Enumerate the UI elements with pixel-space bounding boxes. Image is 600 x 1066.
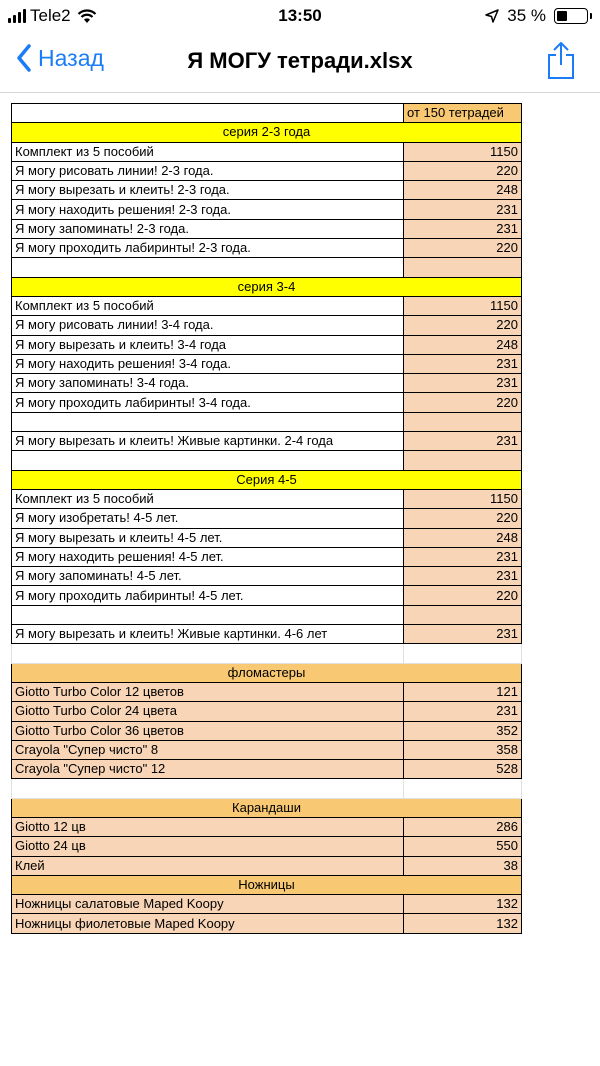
product-name-cell[interactable]: Giotto Turbo Color 24 цвета	[12, 702, 404, 721]
product-name-cell[interactable]: Я могу вырезать и клеить! Живые картинки. 4-6 лет	[12, 625, 404, 644]
table-row	[12, 181, 522, 200]
nav-bar	[0, 32, 600, 93]
price-cell[interactable]	[404, 779, 522, 798]
product-name-cell[interactable]: Crayola "Супер чисто" 12	[12, 760, 404, 779]
table-row	[12, 817, 522, 836]
table-row	[12, 354, 522, 373]
price-cell[interactable]	[404, 258, 522, 277]
product-name-cell[interactable]: Giotto Turbo Color 12 цветов	[12, 682, 404, 701]
product-name-cell[interactable]: Клей	[12, 856, 404, 875]
section-header-cell[interactable]: Карандаши	[12, 798, 522, 817]
table-row	[12, 586, 522, 605]
table-row	[12, 760, 522, 779]
spacer-row	[12, 779, 522, 798]
battery-level	[557, 11, 567, 21]
table-row	[12, 721, 522, 740]
price-cell[interactable]: 1150	[404, 142, 522, 161]
table-row	[12, 161, 522, 180]
price-cell[interactable]: 121	[404, 682, 522, 701]
product-name-cell[interactable]	[12, 451, 404, 470]
table-row	[12, 625, 522, 644]
table-row	[12, 296, 522, 315]
product-name-cell[interactable]: Я могу изобретать! 4-5 лет.	[12, 509, 404, 528]
status-right	[485, 6, 588, 26]
share-icon	[546, 40, 576, 80]
table-row	[12, 335, 522, 354]
price-cell[interactable]: 231	[404, 432, 522, 451]
product-name-cell[interactable]: Я могу запоминать! 2-3 года.	[12, 219, 404, 238]
price-cell[interactable]: 220	[404, 586, 522, 605]
product-name-cell[interactable]: Я могу рисовать линии! 2-3 года.	[12, 161, 404, 180]
share-button[interactable]	[546, 40, 576, 85]
price-cell[interactable]: 248	[404, 528, 522, 547]
table-row	[12, 374, 522, 393]
price-cell[interactable]: 220	[404, 509, 522, 528]
product-name-cell[interactable]: Комплект из 5 пособий	[12, 296, 404, 315]
table-row	[12, 432, 522, 451]
table-row	[12, 837, 522, 856]
price-cell[interactable]: 132	[404, 895, 522, 914]
product-name-cell[interactable]: Я могу запоминать! 3-4 года.	[12, 374, 404, 393]
price-cell[interactable]: 220	[404, 161, 522, 180]
section-header-row	[12, 470, 522, 489]
table-row	[12, 740, 522, 759]
price-cell[interactable]	[404, 451, 522, 470]
price-cell[interactable]: 231	[404, 219, 522, 238]
price-cell[interactable]: 231	[404, 702, 522, 721]
table-row	[12, 239, 522, 258]
product-name-cell[interactable]: Я могу находить решения! 3-4 года.	[12, 354, 404, 373]
price-cell[interactable]: 220	[404, 393, 522, 412]
price-cell[interactable]: 231	[404, 625, 522, 644]
section-header-row	[12, 663, 522, 682]
price-cell[interactable]	[404, 605, 522, 624]
header-row	[12, 104, 522, 123]
section-header-row	[12, 277, 522, 296]
section-header-row	[12, 123, 522, 142]
section-header-cell[interactable]: серия 2-3 года	[12, 123, 522, 142]
table-row	[12, 914, 522, 933]
product-name-cell[interactable]	[12, 258, 404, 277]
price-cell[interactable]: 1150	[404, 489, 522, 508]
price-cell[interactable]: 248	[404, 335, 522, 354]
product-name-cell[interactable]: Я могу вырезать и клеить! 2-3 года.	[12, 181, 404, 200]
product-name-cell[interactable]	[12, 412, 404, 431]
product-name-cell[interactable]: Giotto 24 цв	[12, 837, 404, 856]
product-name-cell[interactable]: Я могу проходить лабиринты! 4-5 лет.	[12, 586, 404, 605]
product-name-cell[interactable]: Я могу находить решения! 2-3 года.	[12, 200, 404, 219]
price-cell[interactable]: 352	[404, 721, 522, 740]
product-name-cell[interactable]: Я могу проходить лабиринты! 3-4 года.	[12, 393, 404, 412]
product-name-cell[interactable]: Я могу вырезать и клеить! 4-5 лет.	[12, 528, 404, 547]
price-cell[interactable]: 38	[404, 856, 522, 875]
section-header-cell[interactable]: серия 3-4	[12, 277, 522, 296]
back-label: Назад	[38, 44, 104, 71]
table-row	[12, 895, 522, 914]
price-cell[interactable]: 1150	[404, 296, 522, 315]
spreadsheet-table	[11, 103, 522, 934]
price-cell[interactable]: 231	[404, 374, 522, 393]
product-name-cell[interactable]	[12, 644, 404, 663]
location-arrow-icon	[485, 9, 499, 23]
product-name-cell[interactable]: Я могу проходить лабиринты! 2-3 года.	[12, 239, 404, 258]
section-header-cell[interactable]: Серия 4-5	[12, 470, 522, 489]
product-name-cell[interactable]: Crayola "Супер чисто" 8	[12, 740, 404, 759]
product-name-cell[interactable]	[12, 779, 404, 798]
table-row	[12, 605, 522, 624]
spacer-row	[12, 644, 522, 663]
product-name-cell[interactable]: Я могу вырезать и клеить! 3-4 года	[12, 335, 404, 354]
table-row	[12, 451, 522, 470]
price-cell[interactable]: 220	[404, 316, 522, 335]
product-name-cell[interactable]: Giotto 12 цв	[12, 817, 404, 836]
clock: 13:50	[278, 6, 322, 25]
battery-icon	[554, 8, 588, 24]
product-name-cell[interactable]: Комплект из 5 пособий	[12, 142, 404, 161]
product-name-cell[interactable]: Giotto Turbo Color 36 цветов	[12, 721, 404, 740]
price-cell[interactable]	[404, 412, 522, 431]
product-name-cell[interactable]: Ножницы салатовые Maped Koopy	[12, 895, 404, 914]
section-header-row	[12, 798, 522, 817]
table-row	[12, 393, 522, 412]
table-row	[12, 682, 522, 701]
product-name-cell[interactable]: Комплект из 5 пособий	[12, 489, 404, 508]
battery-percent: 35 %	[507, 6, 546, 25]
price-cell[interactable]: 550	[404, 837, 522, 856]
price-cell[interactable]: 358	[404, 740, 522, 759]
table-row	[12, 856, 522, 875]
header-cell-empty[interactable]	[12, 104, 404, 123]
table-row	[12, 200, 522, 219]
price-cell[interactable]: 231	[404, 567, 522, 586]
product-name-cell[interactable]: Я могу вырезать и клеить! Живые картинки. 2-4 года	[12, 432, 404, 451]
table-row	[12, 142, 522, 161]
section-header-cell[interactable]: фломастеры	[12, 663, 522, 682]
product-name-cell[interactable]: Я могу находить решения! 4-5 лет.	[12, 547, 404, 566]
product-name-cell[interactable]: Я могу рисовать линии! 3-4 года.	[12, 316, 404, 335]
product-name-cell[interactable]: Я могу запоминать! 4-5 лет.	[12, 567, 404, 586]
price-cell[interactable]: 231	[404, 547, 522, 566]
table-row	[12, 412, 522, 431]
price-cell[interactable]	[404, 644, 522, 663]
price-cell[interactable]: 231	[404, 200, 522, 219]
section-header-row	[12, 875, 522, 894]
table-row	[12, 509, 522, 528]
section-header-cell[interactable]: Ножницы	[12, 875, 522, 894]
price-cell[interactable]: 220	[404, 239, 522, 258]
price-cell[interactable]: 132	[404, 914, 522, 933]
price-cell[interactable]: 528	[404, 760, 522, 779]
price-cell[interactable]: 248	[404, 181, 522, 200]
product-name-cell[interactable]: Ножницы фиолетовые Maped Koopy	[12, 914, 404, 933]
product-name-cell[interactable]	[12, 605, 404, 624]
table-row	[12, 258, 522, 277]
table-row	[12, 702, 522, 721]
document-title: Я МОГУ тетради.xlsx	[187, 48, 413, 73]
carrier-name: Tele2	[30, 6, 71, 25]
table-row	[12, 547, 522, 566]
table-row	[12, 567, 522, 586]
price-cell[interactable]: 286	[404, 817, 522, 836]
table-row	[12, 528, 522, 547]
header-price-cell[interactable]: от 150 тетрадей	[404, 104, 522, 123]
table-row	[12, 219, 522, 238]
table-row	[12, 316, 522, 335]
table-row	[12, 489, 522, 508]
price-cell[interactable]: 231	[404, 354, 522, 373]
status-bar	[0, 0, 600, 32]
